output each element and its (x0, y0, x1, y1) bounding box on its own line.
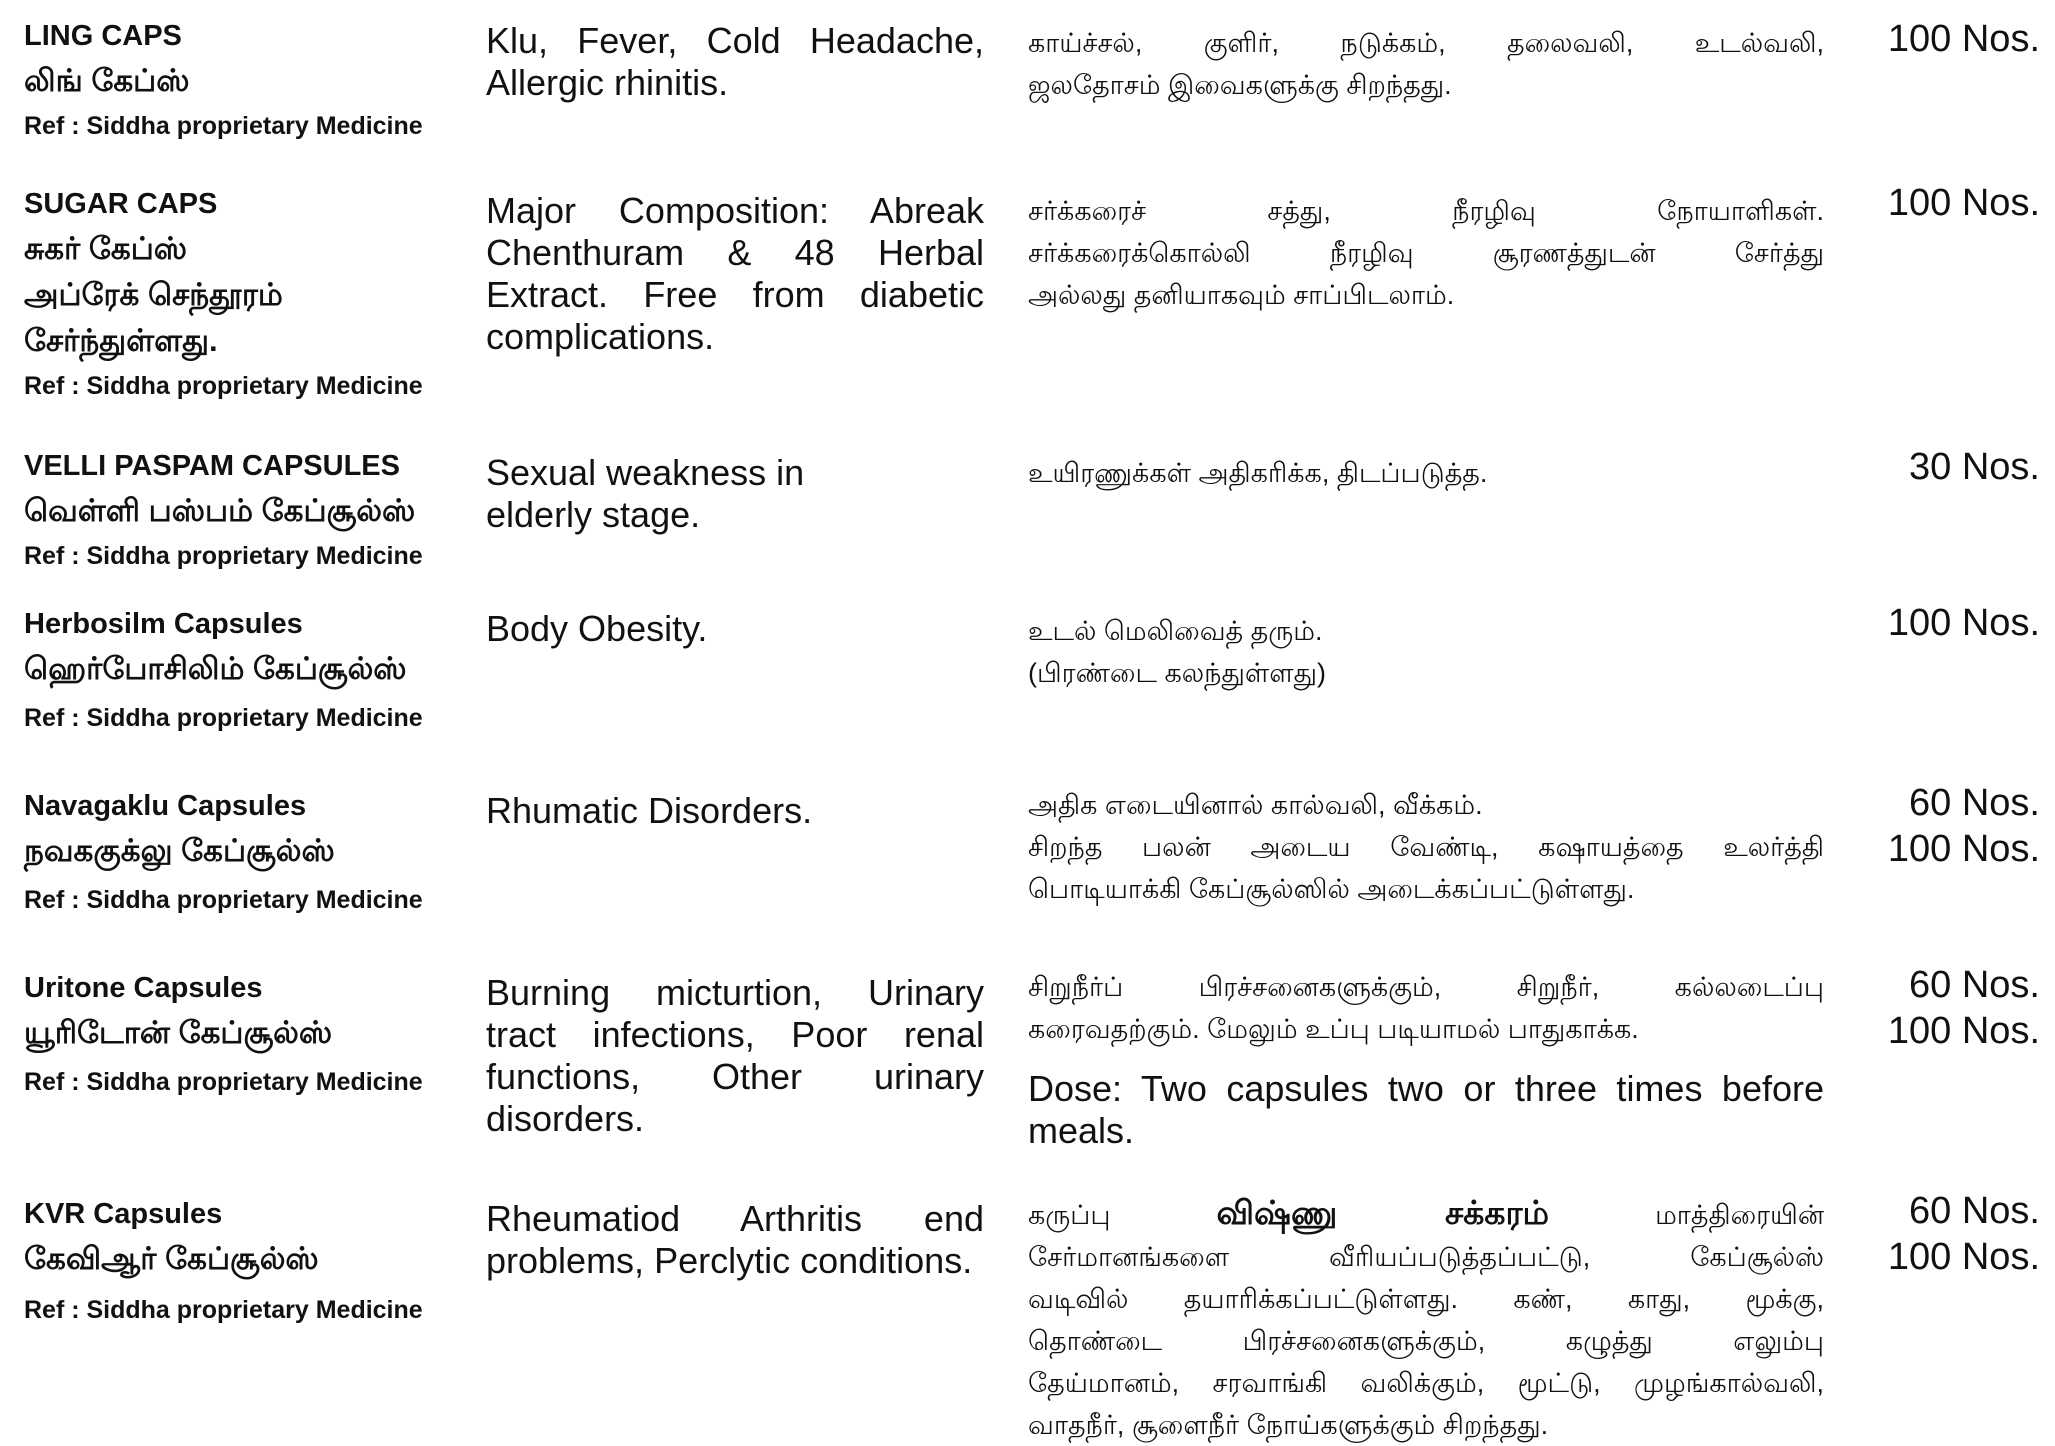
quantity-column (1830, 780, 2040, 872)
product-reference: Ref : Siddha proprietary Medicine (24, 1296, 423, 1324)
product-name-column (24, 784, 484, 922)
product-name-tamil: கேவிஆர் கேப்சூல்ஸ் (24, 1241, 319, 1276)
tamil-description-line (1028, 1192, 1824, 1236)
tamil-text: மாத்திரையின் (1655, 1200, 1824, 1230)
tamil-description-column (1028, 22, 1824, 106)
pack-quantity: 100 Nos. (1887, 18, 2040, 60)
tamil-emphasis: விஷ்ணு சக்கரம் (1216, 1194, 1550, 1231)
product-reference: Ref : Siddha proprietary Medicine (24, 372, 423, 400)
product-name-english: Herbosilm Capsules (24, 608, 303, 640)
tamil-description-line: சர்க்கரைச் சத்து, நீரழிவு நோயாளிகள். (1028, 196, 1824, 226)
tamil-description-line: தேய்மானம், சரவாங்கி வலிக்கும், மூட்டு, முழங்கால்வலி, (1028, 1368, 1824, 1398)
pack-quantity: 60 Nos. (1909, 1190, 2040, 1232)
pack-quantity: 60 Nos. (1909, 782, 2040, 824)
indication-column (486, 972, 984, 1140)
product-reference: Ref : Siddha proprietary Medicine (24, 1068, 423, 1096)
indication-line: Sexual weakness in (486, 452, 805, 493)
product-name-tamil: சுகர் கேப்ஸ் (24, 231, 188, 266)
product-name-english: KVR Capsules (24, 1198, 223, 1230)
product-name-column (24, 444, 484, 578)
product-name-english: LING CAPS (24, 20, 182, 52)
tamil-description-line: அதிக எடையினால் கால்வலி, வீக்கம். (1028, 790, 1483, 820)
product-name-column (24, 966, 484, 1104)
product-name-tamil: வெள்ளி பஸ்பம் கேப்சூல்ஸ் (24, 493, 416, 528)
product-name-tamil: ஹெர்போசிலிம் கேப்சூல்ஸ் (24, 651, 407, 686)
pack-quantity: 100 Nos. (1887, 1010, 2040, 1052)
quantity-column (1830, 180, 2040, 226)
product-name-tamil: நவககுக்லு கேப்சூல்ஸ் (24, 833, 335, 868)
quantity-column (1830, 600, 2040, 646)
product-reference: Ref : Siddha proprietary Medicine (24, 112, 423, 140)
indication-text (486, 608, 984, 650)
indication-line: elderly stage. (486, 494, 701, 535)
tamil-description-line: உயிரணுக்கள் அதிகரிக்க, திடப்படுத்த. (1028, 458, 1488, 488)
indication-line: Body Obesity. (486, 608, 708, 649)
pack-quantity: 100 Nos. (1887, 602, 2040, 644)
indication-column (486, 790, 984, 832)
tamil-description-column (1028, 190, 1824, 316)
product-name-tamil: லிங் கேப்ஸ் (24, 63, 190, 98)
indication-line: Rhumatic Disorders. (486, 790, 813, 831)
indication-column (486, 20, 984, 104)
indication-column (486, 1198, 984, 1282)
indication-column (486, 190, 984, 358)
product-name-english: VELLI PASPAM CAPSULES (24, 450, 400, 482)
quantity-column (1830, 444, 2040, 490)
tamil-description-column (1028, 1192, 1824, 1446)
product-name-tamil: சேர்ந்துள்ளது. (24, 323, 218, 358)
product-name-tamil: யூரிடோன் கேப்சூல்ஸ் (24, 1015, 333, 1050)
indication-text: Rheumatiod Arthritis end problems, Perclytic conditions. (486, 1198, 984, 1281)
tamil-description-line: சிறுநீர்ப் பிரச்சனைகளுக்கும், சிறுநீர், கல்லடைப்பு (1028, 972, 1824, 1002)
pack-quantity: 30 Nos. (1909, 446, 2040, 488)
product-reference: Ref : Siddha proprietary Medicine (24, 704, 423, 732)
tamil-description-line: சிறந்த பலன் அடைய வேண்டி, கஷாயத்தை உலர்த்தி (1028, 832, 1824, 862)
product-name-tamil: அப்ரேக் செந்தூரம் (24, 277, 283, 312)
quantity-column (1830, 16, 2040, 62)
product-name-english: SUGAR CAPS (24, 188, 218, 220)
tamil-text: கருப்பு (1028, 1200, 1111, 1230)
product-reference: Ref : Siddha proprietary Medicine (24, 886, 423, 914)
tamil-description-column (1028, 610, 1824, 694)
tamil-description-line: தொண்டை பிரச்சனைகளுக்கும், கழுத்து எலும்பு (1028, 1326, 1824, 1356)
product-name-column (24, 14, 484, 148)
indication-column (486, 608, 984, 650)
tamil-description-column (1028, 966, 1824, 1152)
tamil-description-line: வடிவில் தயாரிக்கப்பட்டுள்ளது. கண், காது, மூக்கு, (1028, 1284, 1824, 1314)
indication-column (486, 452, 984, 536)
tamil-description-line: வாதநீர், சூளைநீர் நோய்களுக்கும் சிறந்தது. (1028, 1410, 1549, 1440)
indication-text: Burning micturtion, Urinary tract infections, Poor renal functions, Other urinary disorders. (486, 972, 984, 1139)
product-name-english: Navagaklu Capsules (24, 790, 307, 822)
tamil-description-line: பொடியாக்கி கேப்சூல்ஸில் அடைக்கப்பட்டுள்ளது. (1028, 874, 1635, 904)
pack-quantity: 100 Nos. (1887, 1236, 2040, 1278)
dosage-text: Dose: Two capsules two or three times before meals. (1028, 1068, 1824, 1151)
product-name-column (24, 1192, 484, 1332)
tamil-description-line: சர்க்கரைக்கொல்லி நீரழிவு சூரணத்துடன் சேர்த்து (1028, 238, 1824, 268)
product-name-column (24, 602, 484, 740)
tamil-description-column (1028, 784, 1824, 910)
indication-text: Klu, Fever, Cold Headache, Allergic rhinitis. (486, 20, 984, 103)
product-name-english: Uritone Capsules (24, 972, 263, 1004)
tamil-description-line: காய்ச்சல், குளிர், நடுக்கம், தலைவலி, உடல்வலி, (1028, 28, 1824, 58)
indication-text (486, 452, 984, 536)
tamil-description-column (1028, 452, 1824, 494)
product-reference: Ref : Siddha proprietary Medicine (24, 542, 423, 570)
pack-quantity: 60 Nos. (1909, 964, 2040, 1006)
indication-text (486, 790, 984, 832)
tamil-description-line: ஜலதோசம் இவைகளுக்கு சிறந்தது. (1028, 70, 1452, 100)
product-name-column (24, 182, 484, 408)
tamil-description-line: உடல் மெலிவைத் தரும். (1028, 616, 1323, 646)
tamil-description-line: அல்லது தனியாகவும் சாப்பிடலாம். (1028, 280, 1455, 310)
quantity-column (1830, 1188, 2040, 1280)
pack-quantity: 100 Nos. (1887, 182, 2040, 224)
tamil-description-line: (பிரண்டை கலந்துள்ளது) (1028, 658, 1327, 688)
tamil-description-line: சேர்மானங்களை வீரியப்படுத்தப்பட்டு, கேப்சூல்ஸ் (1028, 1242, 1824, 1272)
tamil-description-line: கரைவதற்கும். மேலும் உப்பு படியாமல் பாதுகாக்க. (1028, 1014, 1639, 1044)
indication-text: Major Composition: Abreak Chenthuram & 48 Herbal Extract. Free from diabetic complications. (486, 190, 984, 357)
pack-quantity: 100 Nos. (1887, 828, 2040, 870)
quantity-column (1830, 962, 2040, 1054)
